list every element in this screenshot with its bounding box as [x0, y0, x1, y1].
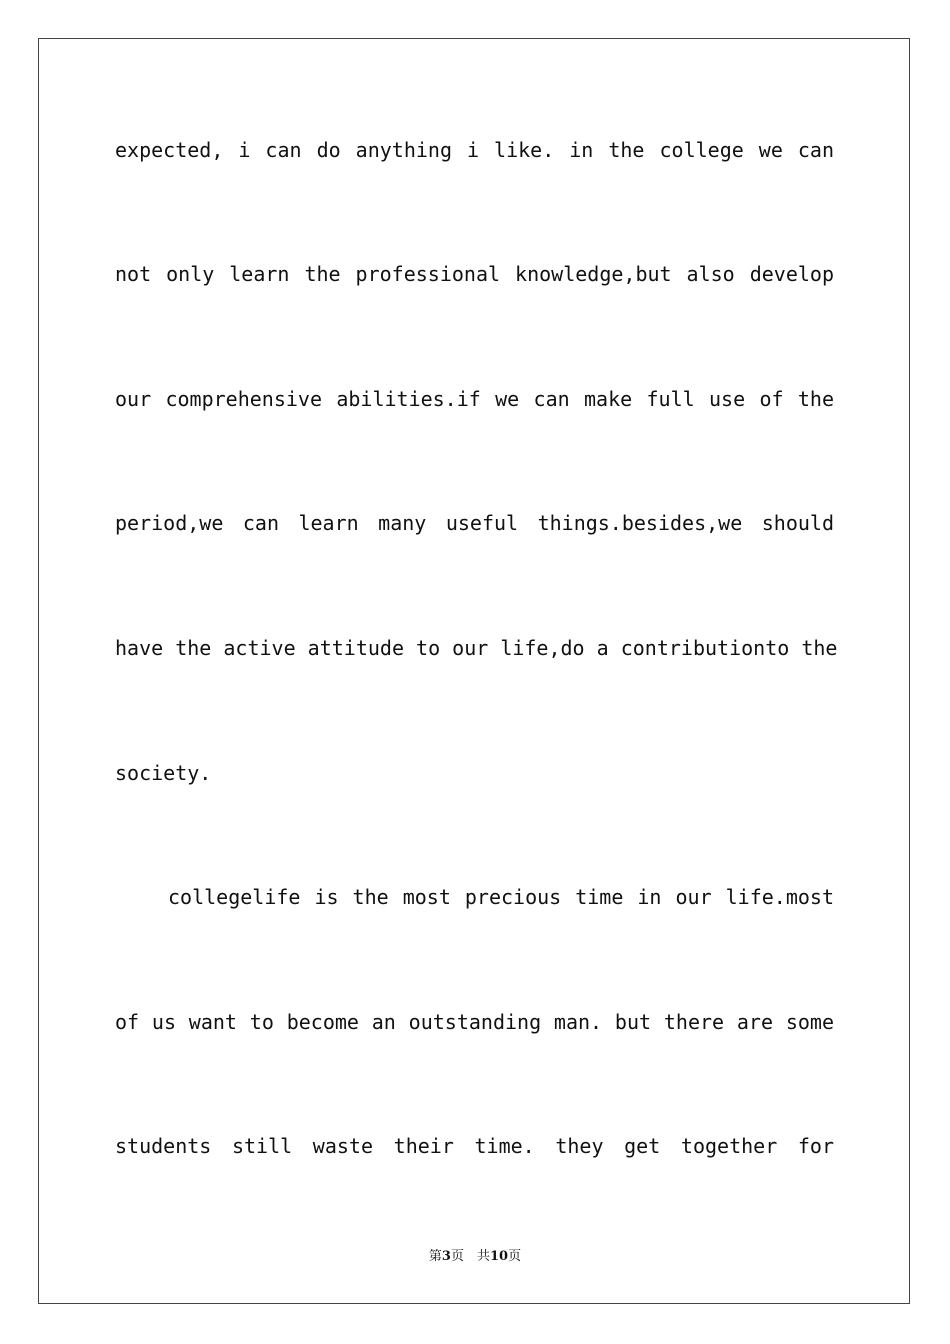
- page-current: 3: [441, 1249, 451, 1264]
- text-line-1: expected, i can do anything i like. in the college we can: [115, 138, 834, 162]
- page-prefix: 第: [428, 1249, 442, 1264]
- text-line-5: have the active attitude to our life,do a contributionto the: [115, 636, 838, 660]
- text-line-3: our comprehensive abilities.if we can make full use of the: [115, 387, 834, 411]
- text-line-6: society.: [115, 761, 212, 785]
- text-line-4: period,we can learn many useful things.besides,we should: [115, 511, 834, 535]
- page-mid: 页 共: [450, 1249, 490, 1264]
- text-line-9: students still waste their time. they get together for: [115, 1134, 834, 1158]
- text-line-7: collegelife is the most precious time in our life.most: [168, 885, 834, 909]
- text-line-8: of us want to become an outstanding man. but there are some: [115, 1010, 834, 1034]
- page-number-footer: [0, 1248, 950, 1266]
- text-line-2: not only learn the professional knowledge,but also develop: [115, 262, 834, 286]
- page-border: [38, 38, 910, 1304]
- page-total: 10: [489, 1249, 509, 1264]
- page-suffix: 页: [508, 1249, 522, 1264]
